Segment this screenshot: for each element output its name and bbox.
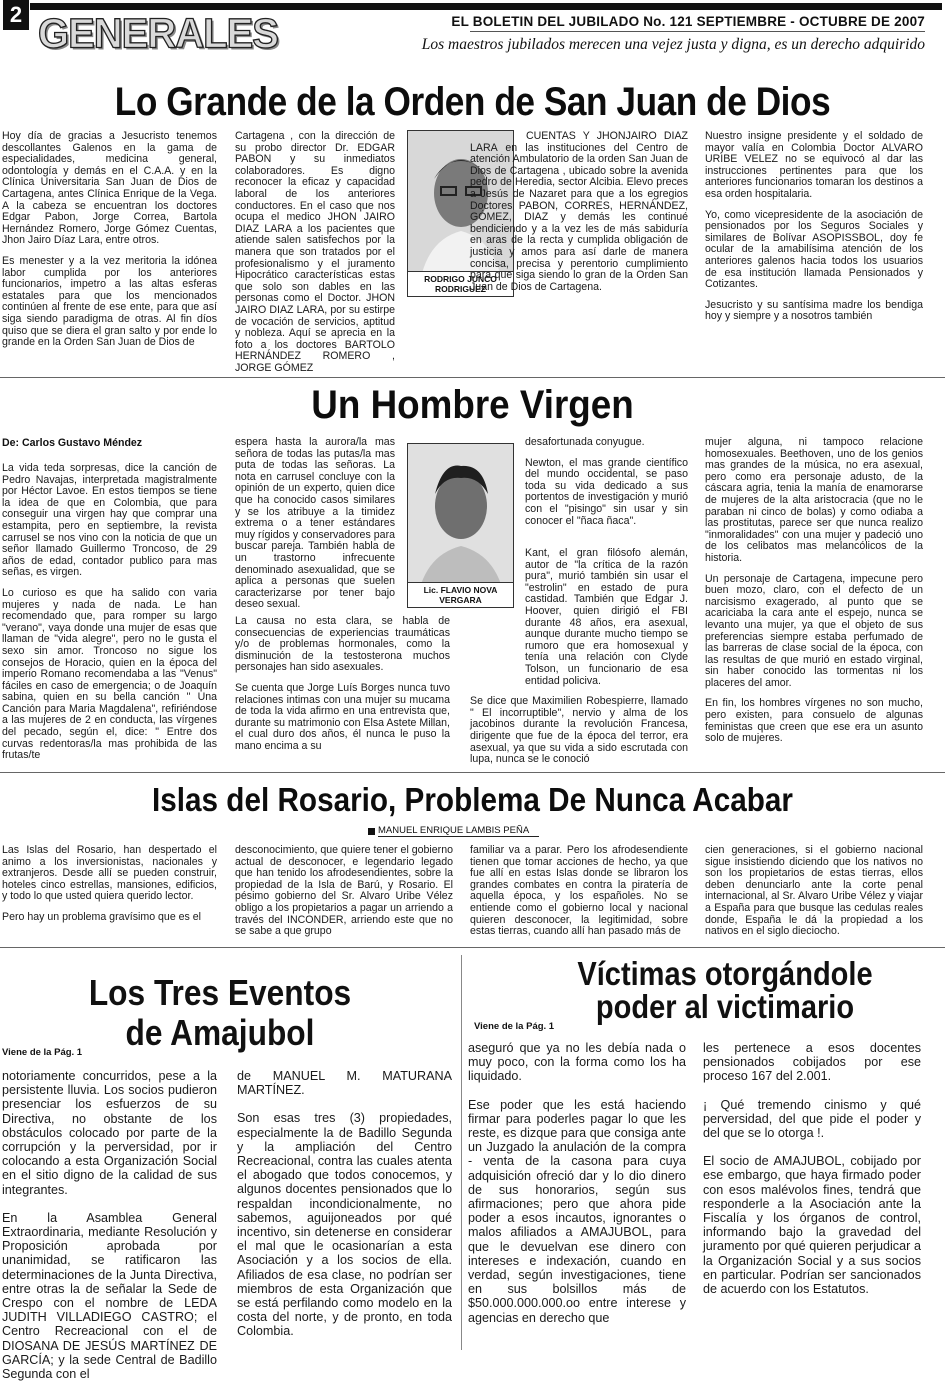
article2-col3b — [470, 548, 688, 775]
article1-col4 — [705, 131, 923, 332]
paragraph: aseguró que ya no les debía nada o muy poco, con la forma como los ha liquidado. — [468, 1041, 686, 1084]
paragraph: Ese poder que les está haciendo firmar para poderles pagar lo que les reste, es dizque para que consiga ante un Juzgado la anulación de la compra - venta de la casona para cuya adquisición ofreció dar y lo dio dinero de sus honorarios, según sus afirmaciones; pero que ahora pide poder a esos incautos, ignorantes o malos afiliados a AMAJUBOL, para que le devuelvan ese dinero con intereses e indexación, cuando en verdad, según investigaciones, tiene en sus bolsillos más de $50.000.000.000.oo entre interese y agencias en derecho que — [468, 1097, 686, 1325]
byline-bullet — [368, 828, 375, 835]
divider — [0, 377, 945, 378]
paragraph: Newton, el mas grande científico del mundo occidental, se paso toda su vida dedicado a sus portentos de investigación y murió con el "pisingo" sin usar y sin conocer el "ñaca ñaca". — [525, 456, 688, 527]
paragraph: Lo curioso es que ha salido con varia mujeres y nada de nada. Le han recomendado que, para romper su largo "verano", vaya donde una mujer de esas que llaman de "vida alegre", pero no le gusta el sexo sin amor. Troncoso no sigue los consejos de Horacio, quien en la época del imperio Romano recomendaba a las "Venus" fáciles en caso de emergencia; o de Joaquín sabina, quien en su bella canción " Una Canción para Maria Magdalena", refiriéndose a las mujeres de 2 en conducta, las vírgenes del pecado, según el, dice: " Entre dos curvas redentoras/la mas prohibida de las frutas/te — [2, 586, 217, 762]
article1-col3 — [470, 131, 688, 302]
article3-col3 — [470, 845, 688, 947]
article2-col3 — [525, 437, 688, 536]
paragraph: CUENTAS Y JHONJAIRO DIAZ LARA en las instituciones del Centro de atención Ambulatorio de la orden San Juan de Dios de Cartagena , ubicado sobre la avenida pedro de Heredia, sector Alcibia. Elevo preces a Jesús de Nazaret para que a los egregios Doctores PABON, CORRES, HERNÁNDEZ, GÓMEZ, DIAZ y demás les continué bendiciendo y a la vez les de más sabiduría en aras de la recta y cumplida obligación de justicia y amos para así darle de manera concisa, precisa y perentorio cumplimiento para que siga siendo lo gran de la Orden San Juan de Dios de Cartagena. — [470, 130, 688, 293]
paragraph: mujer alguna, ni tampoco relacione homosexuales. Beethoven, uno de los genios mas grandes de la música, no era asexual, pero como era personaje adusto, de la cáscara agria, tenia la manía de enamorarse de mujeres de la alta aristocracia (que no le paraban ni cinco de bolas) y como odiaba a las prostitutas, parece ser que nunca realizo "inmoralidades" con una mujer y padeció uno de los celibatos mas melancólicos de la historia. — [705, 436, 923, 564]
paragraph: Se cuenta que Jorge Luís Borges nunca tuvo relaciones intimas con una mujer su mucama de toda la vida afirmo en una entrevista que, durante su matrimonio con Elsa Astete Millan, el cual duro dos años, él nunca le puso la mano encima a su — [235, 681, 450, 752]
article1-col1 — [2, 131, 217, 358]
article1-title: Lo Grande de la Orden de San Juan de Dios — [114, 80, 831, 124]
article1-col2 — [235, 131, 395, 383]
article5-continued: Viene de la Pág. 1 — [474, 1021, 555, 1032]
paragraph: Nuestro insigne presidente y el soldado de mayor valía en Colombia Doctor ALVARO URIBE VELEZ no se equivocó al dar las instrucciones pertinentes para que los anteriores funcionarios tomaran los destinos a esa orden hospitalaria. — [705, 130, 923, 200]
paragraph: En la Asamblea General Extraordinaria, mediante Resolución y Proposición aprobada por unanimidad, se ratificaron las determinaciones de la Junta Directiva, entre otras la de señalar la Sede de Crespo con el nombre de LEDA JUDITH VILLADIEGO CASTRO; el Centro Recreacional con el de DIOSANA DE JESÚS MARTÍNEZ DE GARCÍA; y la sede Central de Badillo Segunda con el — [2, 1210, 217, 1382]
article5-col2 — [703, 1041, 921, 1310]
column-divider — [461, 955, 462, 1350]
article3-col2 — [235, 845, 453, 947]
photo-caption: RODRIGO JUNCO RODRIGUEZ — [408, 271, 513, 296]
article2-col4 — [705, 437, 923, 754]
motto-line: Los maestros jubilados merecen una vejez justa y digna, es un derecho adquirido — [421, 36, 925, 53]
divider — [0, 772, 945, 773]
article4-title-line1: Los Tres Eventos — [88, 972, 352, 1013]
article3-title: Islas del Rosario, Problema De Nunca Acabar — [152, 781, 793, 818]
article3-col4 — [705, 845, 923, 947]
article2-col2b — [235, 616, 450, 762]
paragraph: Son esas tres (3) propiedades, especialmente la de Badillo Segunda y la ampliación del Centro Recreacional, contra las cuales atenta el abogado que todos conocemos, y algunos docentes pensionados que lo respaldan incondicionalmente, no sabemos, aguijoneados por qué incentivo, sin detenerse en considerar el mal que le ocasionarían a esta Asociación y a los socios de ella. Afiliados de esa clase, no podrían ser miembros de esta Organización que se está perfilando como modelo en la costa del norte, y de pronto, en toda Colombia. — [237, 1111, 452, 1339]
section-title: GENERALES — [38, 10, 278, 58]
divider — [0, 947, 945, 948]
paragraph: Cartagena , con la dirección de su probo director Dr. EDGAR PABON y su inmediatos colaboradores. Es digno reconocer la eficaz y capacidad laboral de los anteriores conductores. En el caso que nos ocupa el medico JHON JAIRO DIAZ LARA a los pacientes que atiende salen satisfechos por la manera que son tratados por el profesionalismo y el juramento Hipocrático características estas que solo son dables en las personas como el Doctor. JHON JAIRO DIAZ LARA, por su estirpe de vocación de servicios, aptitud y nobleza. Aquí se aprecia en la foto a los doctores BARTOLO HERNÁNDEZ ROMERO , JORGE GÓMEZ — [235, 130, 395, 374]
paragraph: Las Islas del Rosario, han despertado el animo a los inversionistas, nacionales y extranjeros. Desde allí se pueden construir, hoteles cinco estrellas, mansiones, edificios, y todo lo que usted quiera querido lector. — [2, 844, 217, 903]
paragraph: El socio de AMAJUBOL, cobijado por ese embargo, que haya firmado poder con esos malévolos fines, tendrá que responderle a la Asociación ante la Fiscalía y los órganos de control, informando bajo la gravedad del juramento por qué quieren perjudicar a la Organización Social y a sus socios en particular. Podrían ser sancionados de acuerdo con los Estatutos. — [703, 1154, 921, 1297]
paragraph: La causa no esta clara, se habla de consecuencias de experiencias traumáticas y/o de problemas hormonales, como la disminución de la testosterona muchos personajes han sido asexuales. — [235, 615, 450, 674]
motto-rule — [470, 31, 925, 32]
issue-line: EL BOLETIN DEL JUBILADO No. 121 SEPTIEMBRE - OCTUBRE DE 2007 — [451, 14, 925, 29]
paragraph: En fin, los hombres vírgenes no son mucho, pero existen, para consuelo de algunas feministas que creen que ese era un asunto solo de mujeres. — [705, 697, 923, 745]
paragraph: Es menester y a la vez meritoria la idónea labor cumplida por los anteriores funcionarios, impetro a las altas esferas estatales para que los mencionados continúen al frente de ese ente, para que así siga siendo paradigma de otras. Al fin díos quiso que se diera el gran salto y por ende lo grande en la Orden San Juan de Dios de — [2, 254, 217, 349]
article3-col1 — [2, 845, 217, 933]
article5-title-line2: poder al victimario — [595, 988, 855, 1025]
paragraph: desconocimiento, que quiere tener el gobierno actual de desconocer, e legendario legado que han tenido los afrodesendientes, sobre la propiedad de la Isla de Barú, y Rosario. El pésimo gobierno del Sr. Alvaro Uribe Vélez obligo a los propietarios a pagar un arriendo a través del INCONDER, arriendo este que no se sabe a que grupo — [235, 844, 453, 938]
article2-byline: De: Carlos Gustavo Méndez — [2, 437, 143, 449]
paragraph: Pero hay un problema gravísimo que es el — [2, 910, 202, 923]
paragraph: cien generaciones, si el gobierno nacional sigue insistiendo diciendo que los nativos no son los propietarios de estas tierras, ellos deben denunciarlo ante la corte penal internacional, al Sr. Alvaro Uribe Vélez y viajar a España para que busque las cedulas reales donde, España le dá la propiedad a los nativos en el siglo dieciocho. — [705, 844, 923, 938]
top-rule — [30, 3, 942, 10]
article5-col1 — [468, 1041, 686, 1339]
paragraph: Jesucristo y su santísima madre los bendiga hoy y siempre y a nosotros también — [705, 298, 923, 323]
paragraph: Hoy día de gracias a Jesucristo tenemos descollantes Galenos en la gama de especialidades, medicina general, odontología y demás en el C.A.A. y en la Clínica Universitaria San Juan de Dios de Cartagena, antes Clínica Enrique de la Vega. A la cabeza se encuentran los doctores Edgar Pabon, Jorge Correa, Bartola Hernández Romero, Jorge Gómez Cuentas, Jhon Jairo Díaz Lara, entre otros. — [2, 130, 217, 247]
article3-byline: MANUEL ENRIQUE LAMBIS PEÑA — [378, 825, 539, 837]
paragraph: espera hasta la aurora/la mas señora de todas las putas/la mas puta de todas las señoras. La nota en carrusel concluye con la opinión de un experto, quien dice que ha conocido casos similares y se los atribuye a la timidez extrema o a tener estándares muy rígidos y conservadores para buscar pareja. También habla de un trastorno infrecuente denominado asexualidad, que se aplica a personas que suelen caracterizarse por tener bajo deseo sexual. — [235, 436, 395, 611]
page-number: 2 — [9, 2, 23, 27]
article4-continued: Viene de la Pág. 1 — [2, 1047, 83, 1058]
paragraph: Un personaje de Cartagena, impecune pero buen mozo, claro, con el defecto de un narcisismo exagerado, al punto que se acariciaba la cara ante el espejo, nunca se levanto una mujer, ya que el objeto de sus preferencias siempre estaba perfumado de las barreras de clase social de la época, con las resultas de que murió en estado virginal, sin haber conocido las tormentas ni los placeres del amor. — [705, 572, 923, 689]
paragraph: La vida teda sorpresas, dice la canción de Pedro Navajas, interpretada magistralmente por Héctor Lavoe. En estos tiempos se tiene la idea de que en Colombia, que para conseguir una virgen hay que comprar una estampita, pero en septiembre, la revista carrusel se nos vino con la noticia de que un señor llamado Guillermo Troncoso, de 29 años de edad, contador publico para mas señas, es virgen. — [2, 462, 217, 579]
paragraph: Se dice que Maximilien Robespierre, llamado " El incorruptible", nervio y alma de los jacobinos durante la revolución Francesa, dirigente que fue de la época del terror, era asexual, ya que su vida a sido escrutada con lupa, nunca se le conoció — [470, 695, 688, 766]
paragraph: familiar va a parar. Pero los afrodesendiente tienen que tomar acciones de hecho, ya que fue allí en estas Islas donde se libraron los grandes combates en contra la piratería de aquella época, y los españoles. No se entiende como el gobierno local y nacional quieren desconocer, la legitimidad, sobre estas tierras, cuando allí han pasado más de — [470, 844, 688, 938]
article2-col2 — [235, 437, 395, 620]
paragraph: les pertenece a esos docentes pensionados cobijados por ese proceso 167 del 2.001. — [703, 1041, 921, 1084]
article2-col1 — [2, 463, 217, 771]
article4-title-line2: de Amajubol — [125, 1012, 315, 1053]
article2-title: Un Hombre Virgen — [311, 383, 634, 427]
photo-caption: Lic. FLAVIO NOVA VERGARA — [408, 582, 513, 607]
paragraph: de MANUEL M. MATURANA MARTÍNEZ. — [237, 1069, 452, 1098]
article5-title-line1: Víctimas otorgándole — [577, 955, 873, 992]
paragraph: notoriamente concurridos, pese a la persistente lluvia. Los socios pudieron presenciar los esfuerzos de su Directiva, no obstante de los obstáculos colocado por parte de la corrupción y la perversidad, por ir colocando a esta Organización Social en el sitio digno de la calidad de sus integrantes. — [2, 1069, 217, 1197]
paragraph: ¡ Qué tremendo cinismo y qué perversidad, del que pide el poder y del que se lo otorga !. — [703, 1097, 921, 1141]
paragraph: Kant, el gran filósofo alemán, autor de "la crítica de la razón pura", murió también sin usar el "estrolin" en estado de pura castidad. También que Edgar J. Hoover, quien dirigió el FBI durante 48 años, era asexual, aunque durante mucho tiempo se rumoro que era homosexual y tenía una relación con Clyde Tolson, un funcionario de esa entidad policiva. — [525, 547, 688, 687]
paragraph: Yo, como vicepresidente de la asociación de pensionados por los Seguros Sociales y similares de Bolívar ASOPISSBOL, doy fe ocular de la amabilísima atención de los anteriores galenos hacia todos los usuarios de esa institución llamada Pensionados y Cotizantes. — [705, 208, 923, 291]
paragraph: desafortunada conyugue. — [525, 436, 645, 448]
article4-col2 — [237, 1069, 452, 1353]
article4-col1 — [2, 1069, 217, 1395]
